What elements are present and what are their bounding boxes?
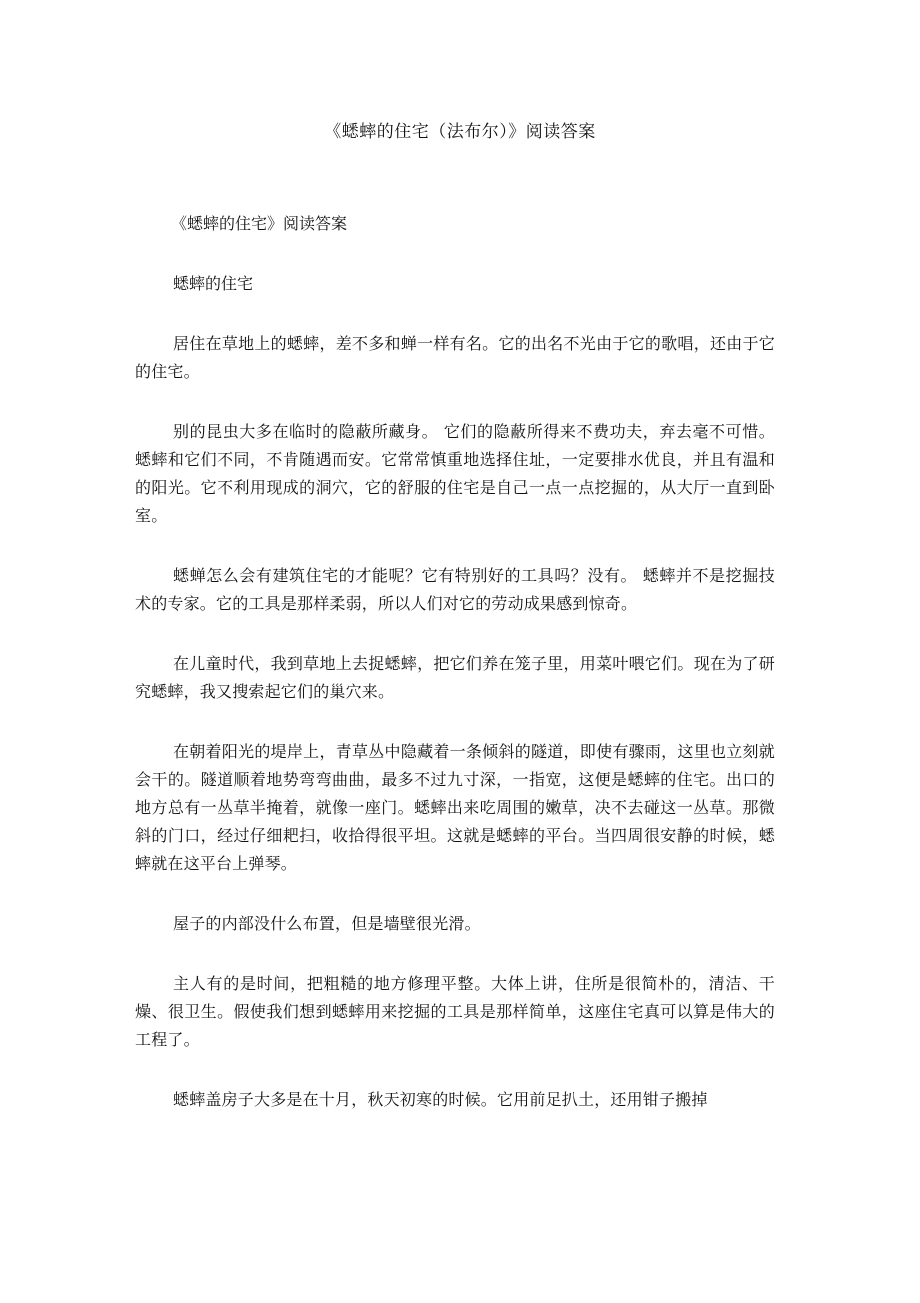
paragraph-8: 蟋蟀盖房子大多是在十月，秋天初寒的时候。它用前足扒土，还用钳子搬掉 — [173, 1090, 708, 1109]
paragraph-6: 屋子的内部没什么布置，但是墙壁很光滑。 — [173, 914, 481, 933]
paragraph-1: 居住在草地上的蟋蟀，差不多和蝉一样有名。它的出名不光由于它的歌唱，还由于它的住宅。 — [135, 334, 775, 381]
paragraph-4: 在儿童时代，我到草地上去捉蟋蟀，把它们养在笼子里，用菜叶喂它们。现在为了研究蟋蟀，我又搜索起它们的巢穴来。 — [135, 654, 775, 701]
paragraph-3: 蟋蝉怎么会有建筑住宅的才能呢？它有特别好的工具吗？没有。 蟋蟀并不是挖掘技术的专家。它的工具是那样柔弱，所以人们对它的劳动成果感到惊奇。 — [135, 566, 775, 613]
document-subtitle: 《蟋蟀的住宅》阅读答案 — [171, 214, 348, 233]
section-heading: 蟋蟀的住宅 — [173, 274, 254, 293]
paragraph-2: 别的昆虫大多在临时的隐蔽所藏身。 它们的隐蔽所得来不费功夫，弃去毫不可惜。蟋蟀和它们不同，不肯随遇而安。它常常慎重地选择住址，一定要排水优良，并且有温和的阳光。它不利用现成的洞穴，它的舒服的住宅是自己一点一点挖掘的，从大厅一直到卧室。 — [135, 422, 775, 525]
paragraph-7: 主人有的是时间，把粗糙的地方修理平整。大体上讲，住所是很简朴的，清洁、干燥、很卫生。假使我们想到蟋蟀用来挖掘的工具是那样简单，这座住宅真可以算是伟大的工程了。 — [135, 974, 775, 1049]
document-body — [135, 210, 775, 1146]
document-title: 《蟋蟀的住宅（法布尔）》阅读答案 — [324, 122, 596, 142]
paragraph-5: 在朝着阳光的堤岸上，青草丛中隐藏着一条倾斜的隧道，即使有骤雨，这里也立刻就会干的。隧道顺着地势弯弯曲曲，最多不过九寸深，一指宽，这便是蟋蟀的住宅。出口的地方总有一丛草半掩着，就像一座门。蟋蟀出来吃周围的嫩草，决不去碰这一丛草。那微斜的门口，经过仔细耙扫，收拾得很平坦。这就是蟋蟀的平台。当四周很安静的时候，蟋蟀就在这平台上弹琴。 — [135, 742, 775, 873]
